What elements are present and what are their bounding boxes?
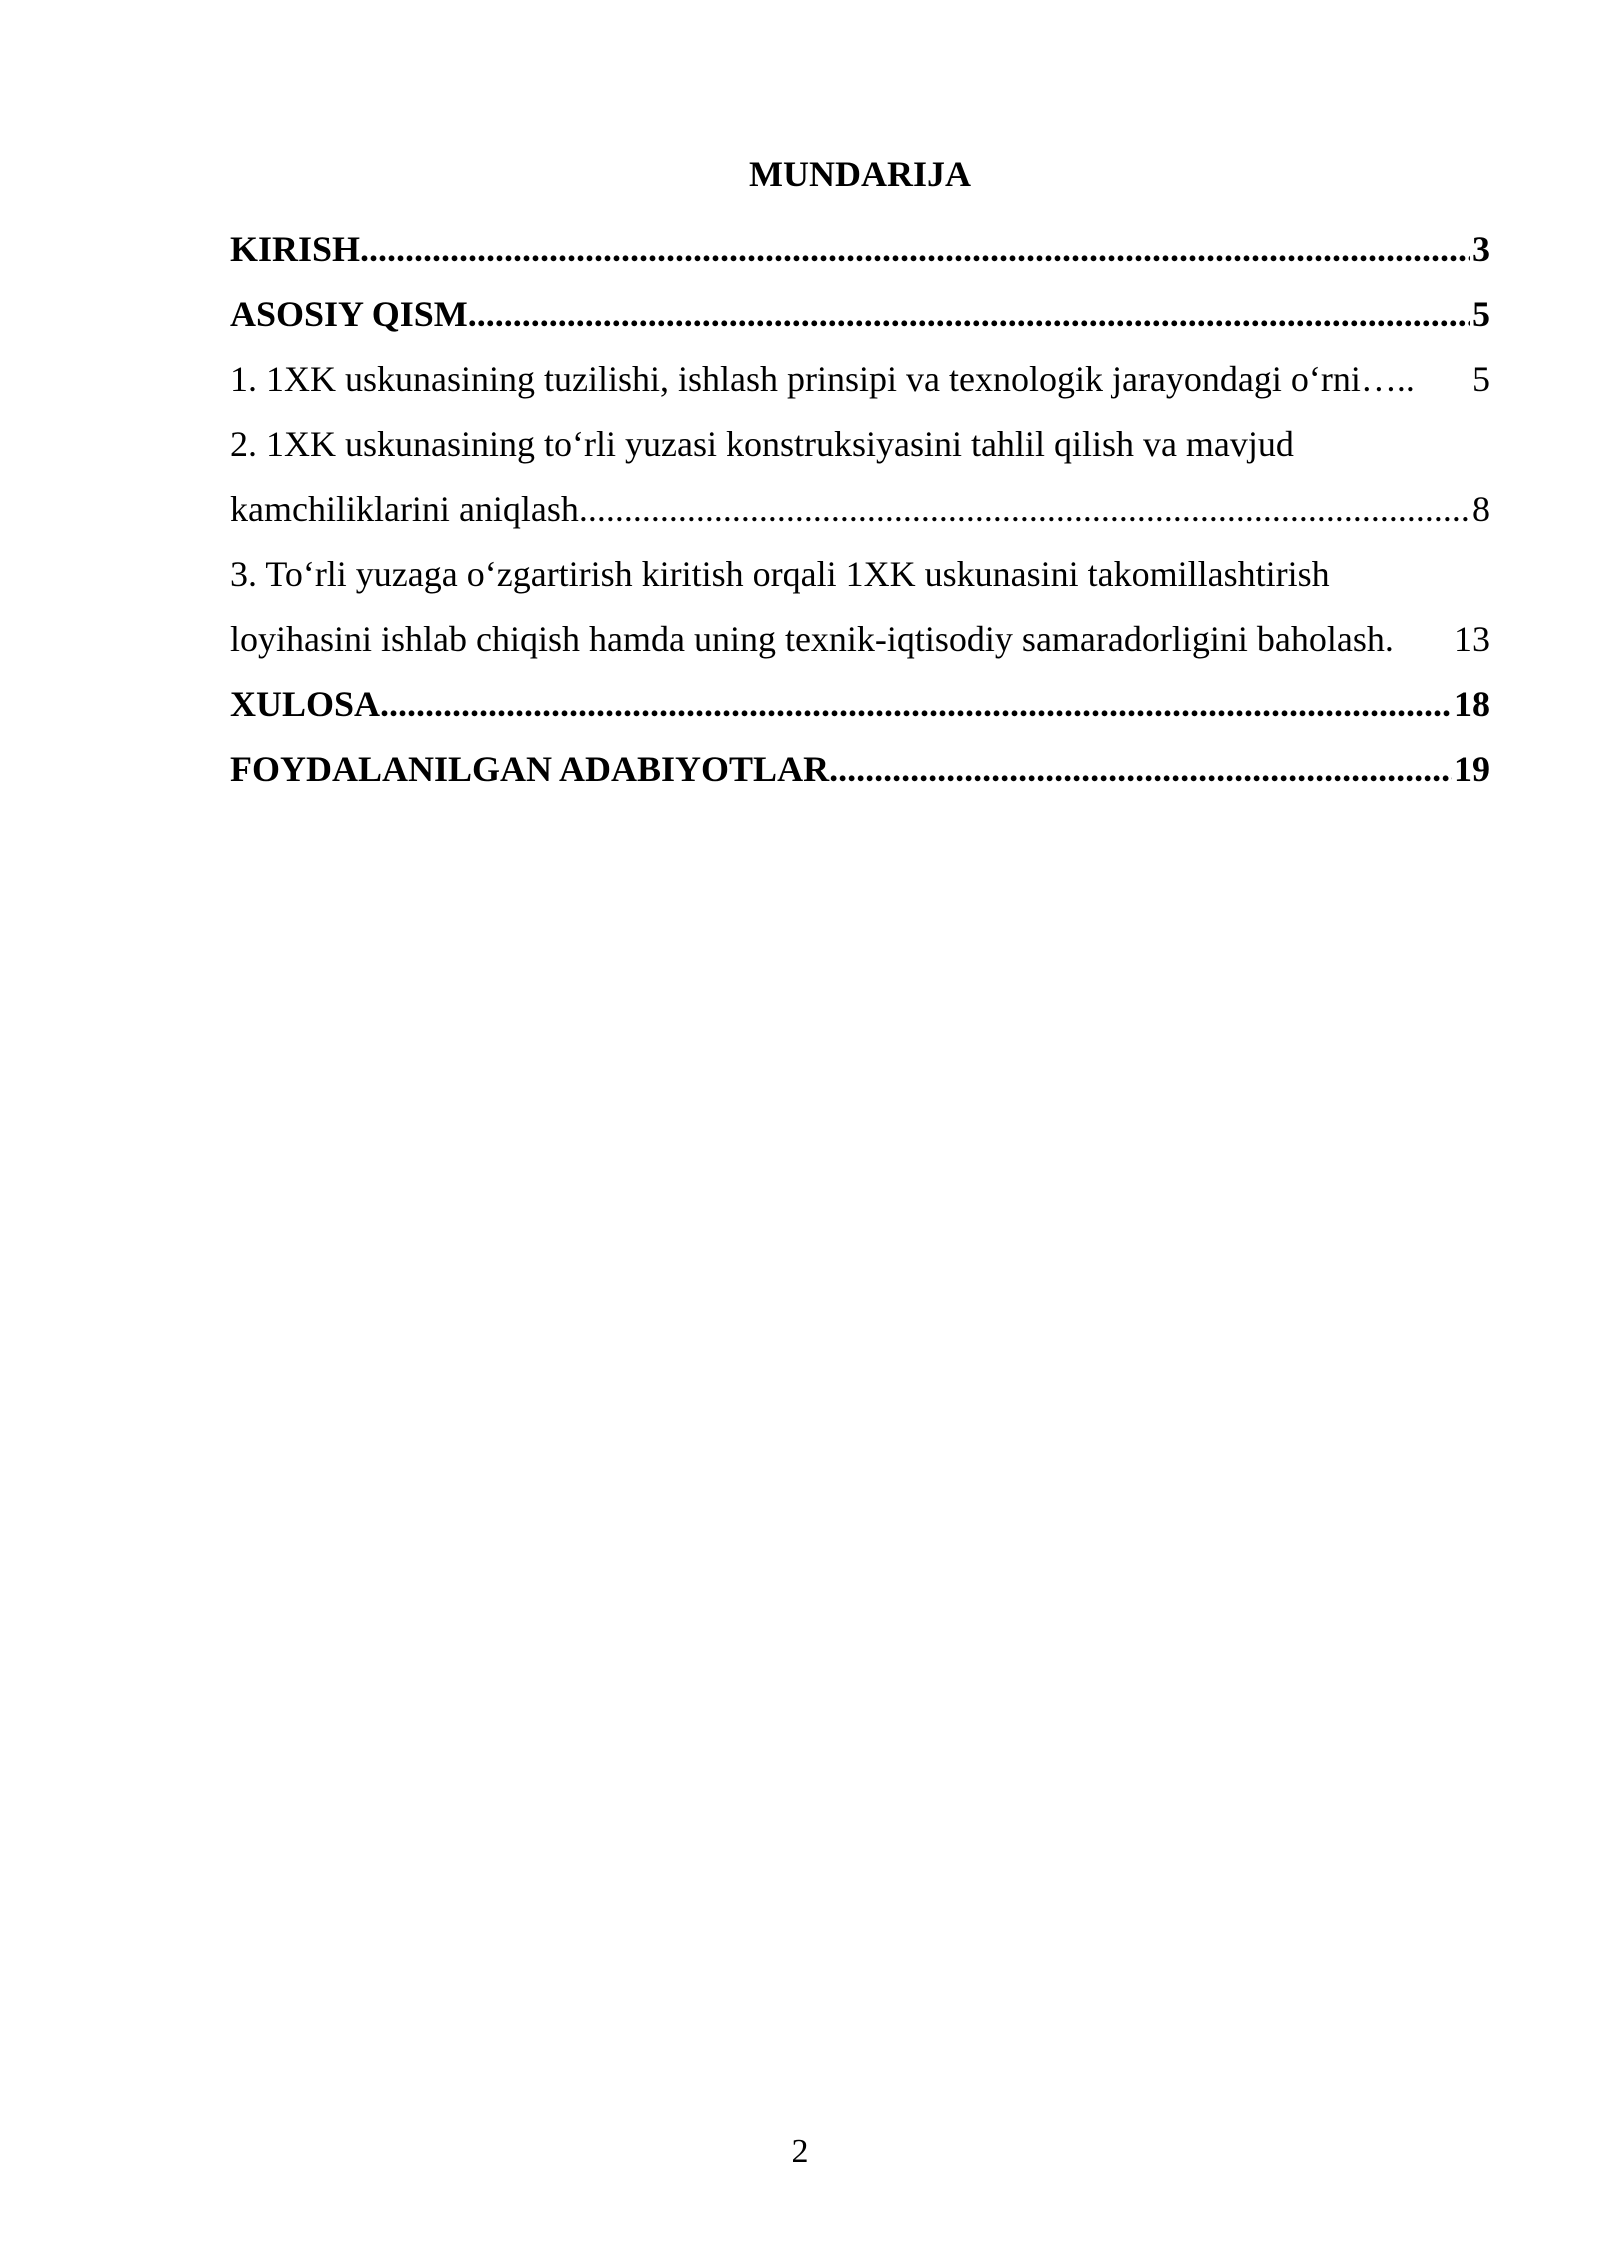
toc-entry-xulosa[interactable] [230,672,1490,737]
toc-entry-page: 18 [1454,684,1490,724]
toc-dot-leader [380,672,1452,737]
toc-dot-leader [829,737,1452,802]
toc-entry-page: 19 [1454,749,1490,789]
toc-entry-label: loyihasini ishlab chiqish hamda uning texnik-iqtisodiy samaradorligini baholash. [230,619,1394,659]
toc-dot-leader [360,217,1470,282]
toc-entry-page: 5 [1472,294,1490,334]
toc-dot-leader [579,477,1470,542]
toc-entry-label: 2. 1XK uskunasining to‘rli yuzasi konstruksiyasini tahlil qilish va mavjud [230,424,1294,464]
toc-entry-label: 1. 1XK uskunasining tuzilishi, ishlash prinsipi va texnologik jarayondagi o‘rni….. [230,359,1415,399]
toc-entry-kirish[interactable] [230,217,1490,282]
toc-entry-page: 3 [1472,229,1490,269]
page-number: 2 [791,2133,809,2170]
toc-title: MUNDARIJA [749,154,971,194]
toc-entry-section-2[interactable] [230,477,1490,542]
table-of-contents [230,217,1490,802]
toc-entry-page: 13 [1454,619,1490,659]
toc-entry-asosiy-qism[interactable] [230,282,1490,347]
toc-entry-section-2-line-1[interactable] [230,412,1490,477]
toc-entry-label: XULOSA [230,684,381,724]
toc-entry-label: ASOSIY QISM [230,294,468,334]
toc-entry-page: 8 [1472,489,1490,529]
toc-entry-adabiyotlar[interactable] [230,737,1490,802]
toc-entry-section-3[interactable] [230,607,1490,672]
toc-entry-label: KIRISH [230,229,361,269]
toc-entry-label: FOYDALANILGAN ADABIYOTLAR [230,749,830,789]
toc-entry-section-3-line-1[interactable] [230,542,1490,607]
toc-entry-label: 3. To‘rli yuzaga o‘zgartirish kiritish orqali 1XK uskunasini takomillashtirish [230,554,1330,594]
toc-dot-leader [468,282,1470,347]
toc-entry-section-1[interactable] [230,347,1490,412]
toc-entry-page: 5 [1472,359,1490,399]
toc-entry-label: kamchiliklarini aniqlash [230,489,579,529]
